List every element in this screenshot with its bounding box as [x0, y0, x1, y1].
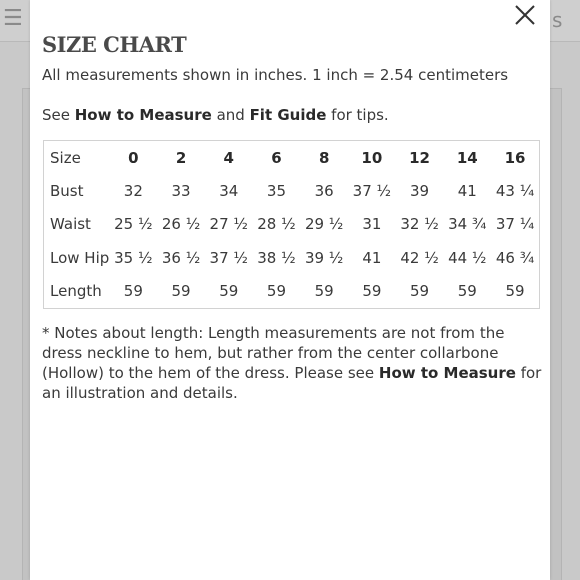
table-cell: 39 ½ [304, 249, 344, 268]
table-cell: 59 [219, 282, 239, 301]
table-row-length [44, 275, 540, 309]
tips-middle: and [211, 106, 250, 124]
table-cell: 29 ½ [304, 215, 344, 234]
table-cell: 39 [410, 181, 430, 200]
close-icon[interactable] [512, 2, 538, 28]
table-cell: 59 [123, 282, 143, 301]
note-suffix: for an illustration and details. [42, 364, 542, 402]
table-header-row [44, 141, 540, 175]
table-cell: 46 ¾ [495, 249, 535, 268]
table-cell: 59 [171, 282, 191, 301]
table-cell: 28 ½ [257, 215, 296, 234]
row-label: Low Hip [50, 249, 110, 268]
table-cell: 59 [362, 282, 382, 301]
table-cell: 37 ½ [352, 181, 392, 200]
modal-title: SIZE CHART [42, 32, 187, 57]
size-header: 4 [223, 148, 234, 167]
table-cell: 35 ½ [114, 249, 153, 268]
size-header: 10 [361, 148, 383, 167]
note-text: * Notes about length: Length measurements are not from the dress neckline to hem, but rather from the center collarbone (Hollow) to the hem of the dress. Please see [42, 324, 505, 382]
table-cell: 37 ½ [209, 249, 248, 268]
table-cell: 37 ¼ [495, 215, 535, 234]
table-cell: 32 [123, 181, 143, 200]
table-cell: 59 [266, 282, 286, 301]
table-cell: 59 [457, 282, 477, 301]
table-cell: 41 [362, 249, 382, 268]
size-header: 12 [409, 148, 430, 167]
table-cell: 43 ¼ [495, 181, 535, 200]
size-header: 14 [456, 148, 478, 167]
how-to-measure-link[interactable]: How to Measure [74, 106, 212, 124]
size-chart-table [43, 140, 540, 309]
size-header: 0 [128, 148, 139, 167]
measurement-units-text: All measurements shown in inches. 1 inch = 2.54 centimeters [42, 66, 509, 84]
table-cell: 59 [505, 282, 525, 301]
table-cell: 59 [410, 282, 430, 301]
table-cell: 44 ½ [448, 249, 487, 268]
size-header: 16 [504, 148, 526, 167]
table-cell: 33 [171, 181, 191, 200]
table-cell: 36 [314, 181, 334, 200]
tips-prefix: See [42, 106, 75, 124]
table-cell: 31 [362, 215, 382, 234]
table-cell: 27 ½ [209, 215, 248, 234]
table-row-waist [44, 208, 540, 242]
length-note [42, 323, 542, 403]
table-cell: 34 [219, 181, 239, 200]
row-label: Waist [50, 215, 91, 234]
table-row-bust [44, 174, 540, 208]
table-cell: 36 ½ [161, 249, 201, 268]
hamburger-icon: ☰ [3, 6, 23, 31]
size-header: 6 [271, 148, 282, 167]
size-header: 8 [318, 148, 330, 167]
table-cell: 41 [457, 181, 477, 200]
size-header: 2 [175, 148, 187, 167]
tips-suffix: for tips. [326, 106, 389, 124]
table-cell: 59 [314, 282, 334, 301]
table-cell: 32 ½ [400, 215, 439, 234]
row-label: Bust [50, 181, 84, 200]
size-chart-modal [30, 0, 550, 580]
note-how-to-measure-link[interactable]: How to Measure [378, 364, 516, 382]
table-cell: 26 ½ [161, 215, 201, 234]
table-row-low-hip [44, 241, 540, 275]
table-cell: 25 ½ [114, 215, 153, 234]
table-cell: 35 [266, 181, 286, 200]
table-cell: 34 ¾ [448, 215, 487, 234]
table-cell: 42 ½ [400, 249, 439, 268]
table-cell: 38 ½ [257, 249, 296, 268]
row-label: Length [50, 282, 102, 301]
header-label-size: Size [50, 148, 81, 167]
fit-guide-link[interactable]: Fit Guide [249, 106, 327, 124]
background-partial-text: s [552, 8, 563, 32]
tips-line [42, 106, 389, 124]
